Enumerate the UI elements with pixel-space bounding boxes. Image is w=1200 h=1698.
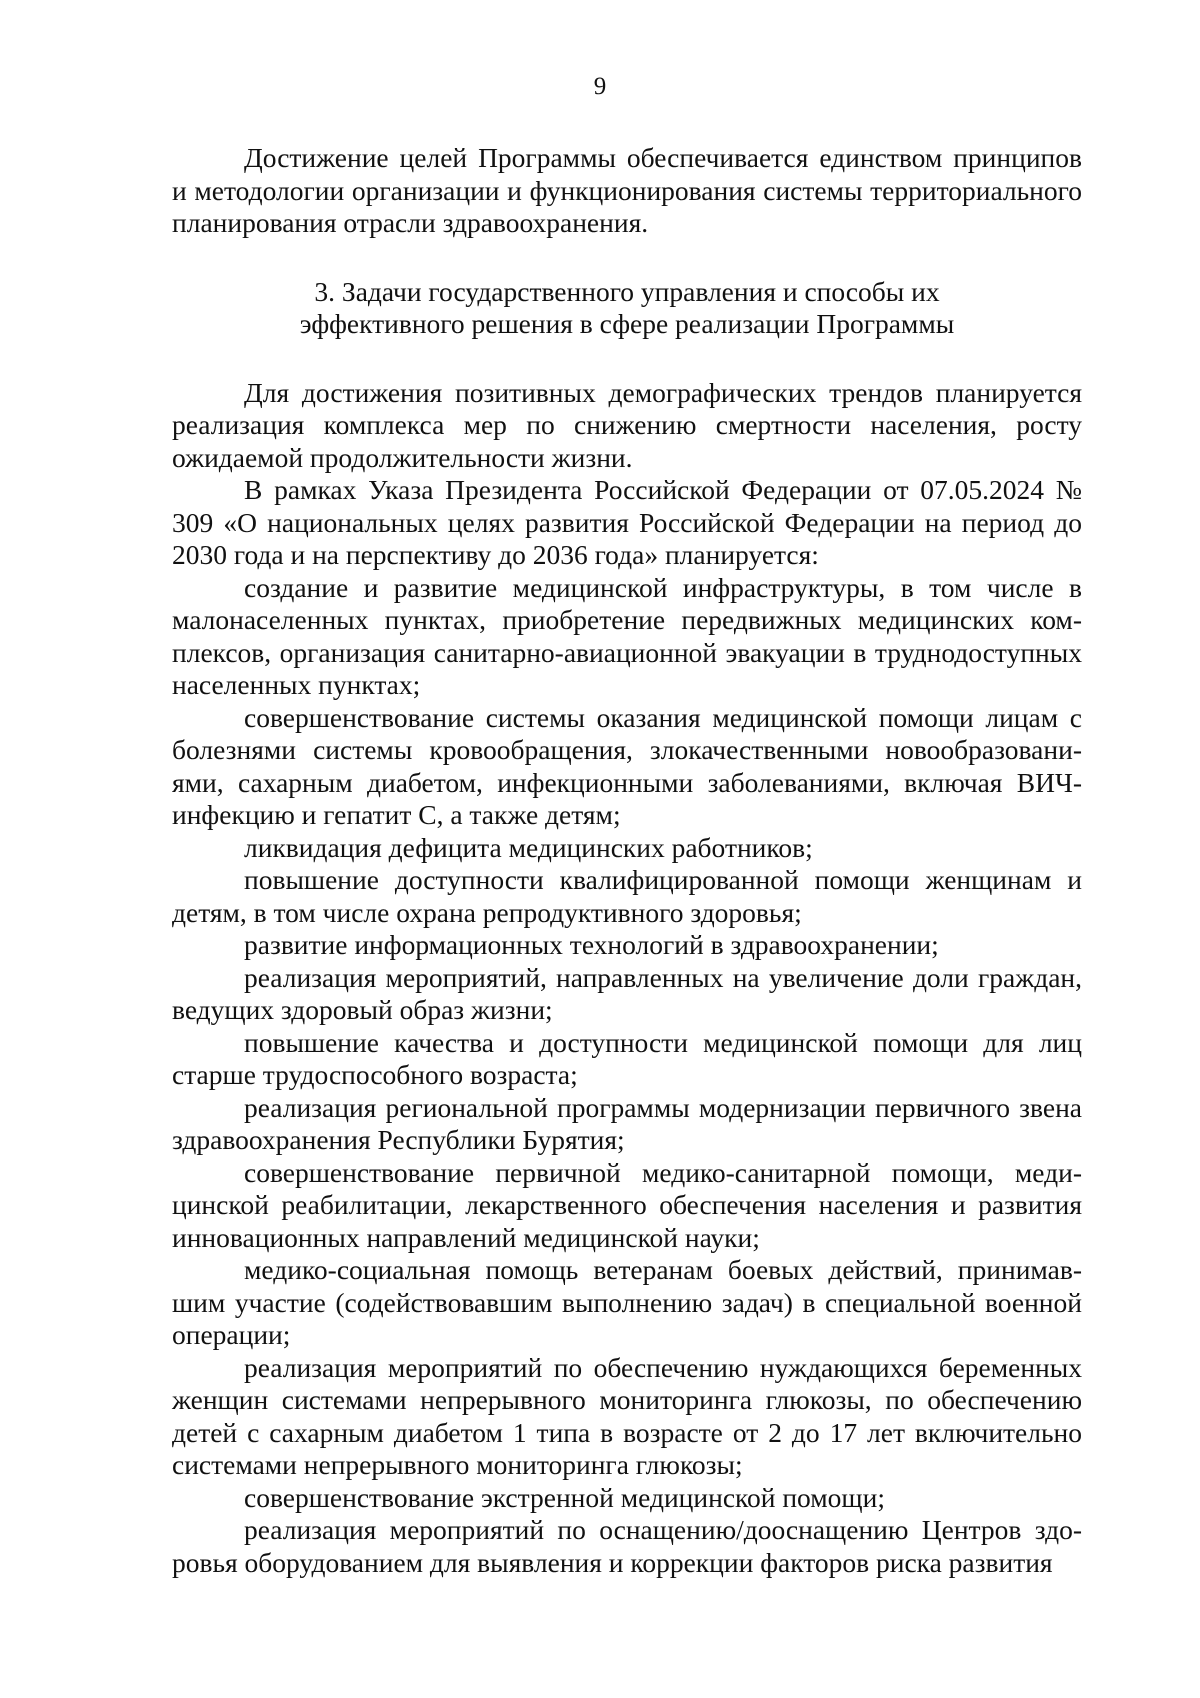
list-item-health-centers: реализация мероприятий по оснащению/дооснащению Центров здоровья оборудованием для выявления и коррекции факторов риска развития (172, 1514, 1082, 1578)
list-item-glucose-monitoring: реализация мероприятий по обеспечению нуждающихся беременных женщин системами непрерывного мониторинга глюкозы, по обеспечению детей с сахарным диабетом 1 типа в возрасте от 2 до 17 лет включительно системами непрерывного мониторинга глюкозы; (172, 1351, 1082, 1480)
list-item-staff-deficit: ликвидация дефицита медицинских работников; (244, 831, 813, 863)
list-item-elderly-care: повышение качества и доступности медицинской помощи для лиц старше трудоспособного возраста; (172, 1026, 1082, 1090)
paragraph-presidential-decree: В рамках Указа Президента Российской Федерации от 07.05.2024 № 309 «О национальных целях развития Российской Федерации на период до 2030 года и на перспективу до 2036 года» планируется: (172, 474, 1082, 570)
section-heading-line-2: эффективного решения в сфере реализации Программы (299, 308, 955, 339)
list-item-primary-care-improvement: совершенствование первичной медико-санитарной помощи, медицинской реабилитации, лекарственного обеспечения населения и развития инновационных направлений медицинской науки; (172, 1156, 1082, 1253)
page-number: 9 (593, 73, 607, 100)
list-item-emergency-care: совершенствование экстренной медицинской помощи; (244, 1481, 885, 1513)
section-heading (172, 276, 1082, 341)
paragraph-demographic-trends: Для достижения позитивных демографических трендов планируется реализация комплекса мер по снижению смертности населения, росту ожидаемой продолжительности жизни. (172, 376, 1082, 473)
section-heading-line-1: 3. Задачи государственного управления и способы их (314, 275, 940, 307)
list-item-infrastructure: создание и развитие медицинской инфраструктуры, в том числе в малонаселенных пунктах, приобретение передвижных медицинских комплексов, организация санитарно-авиационной эвакуации в труднодоступных населенных пунктах; (172, 571, 1082, 700)
list-item-women-children-care: повышение доступности квалифицированной помощи женщинам и детям, в том числе охрана репродуктивного здоровья; (172, 864, 1082, 928)
list-item-primary-care-modernization: реализация региональной программы модернизации первичного звена здравоохранения Республики Бурятия; (172, 1091, 1082, 1155)
list-item-veterans-support: медико-социальная помощь ветеранам боевых действий, принимавшим участие (содействовавшим выполнению задач) в специальной военной операции; (172, 1254, 1082, 1350)
list-item-medical-care-system: совершенствование системы оказания медицинской помощи лицам с болезнями системы кровообращения, злокачественными новообразованиями, сахарным диабетом, инфекционными заболеваниями, включая ВИЧ-инфекцию и гепатит С, а также детям; (172, 701, 1082, 830)
intro-paragraph: Достижение целей Программы обеспечивается единством принципов и методологии организации и функционирования системы территориального планирования отрасли здравоохранения. (172, 142, 1082, 238)
list-item-information-technology: развитие информационных технологий в здравоохранении; (244, 929, 939, 960)
document-body (172, 142, 1082, 1579)
list-item-healthy-lifestyle: реализация мероприятий, направленных на увеличение доли граждан, ведущих здоровый образ жизни; (172, 961, 1082, 1025)
